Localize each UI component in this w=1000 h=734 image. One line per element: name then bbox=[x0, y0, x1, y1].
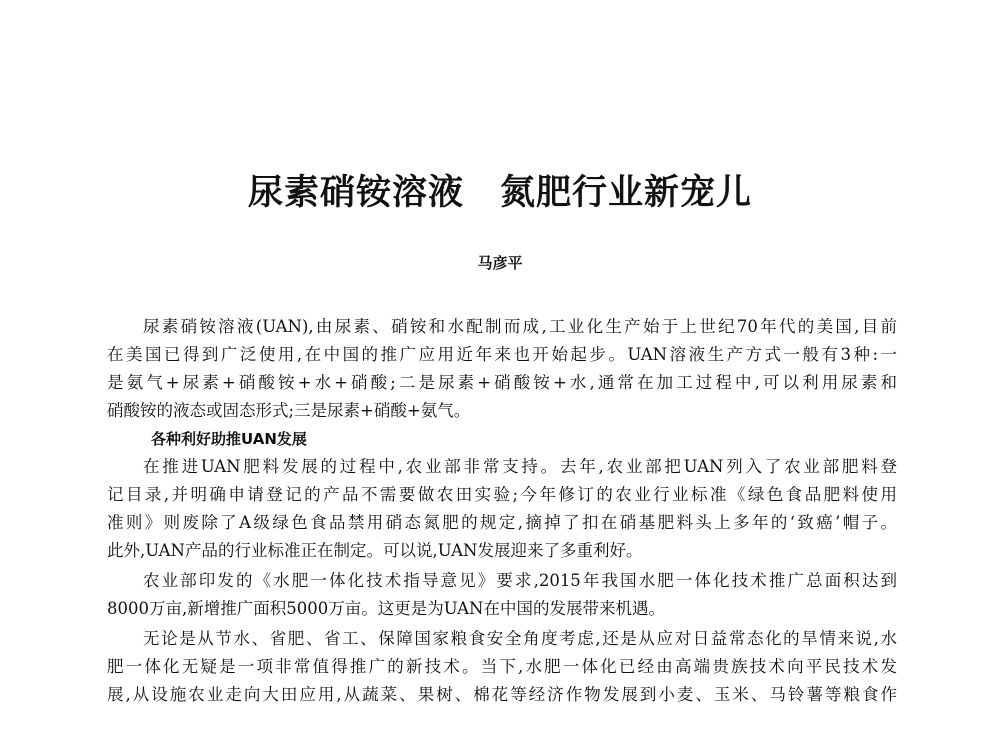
text-line: 在美国已得到广泛使用,在中国的推广应用近年来也开始起步。UAN溶液生产方式一般有3种:一 bbox=[107, 345, 897, 364]
text-line: 无论是从节水、省肥、省工、保障国家粮食安全角度考虑,还是从应对日益常态化的旱情来说,水 bbox=[143, 629, 897, 648]
text-line: 农业部印发的《水肥一体化技术指导意见》要求,2015年我国水肥一体化技术推广总面积达到 bbox=[143, 571, 897, 590]
author: 马彦平 bbox=[477, 254, 523, 272]
text-line: 准则》则废除了A级绿色食品禁用硝态氮肥的规定,摘掉了扣在硝基肥料头上多年的‘致癌’帽子。 bbox=[107, 513, 897, 532]
paragraph bbox=[107, 453, 897, 565]
text-line: 8000万亩,新增推广面积5000万亩。这更是为UAN在中国的发展带来机遇。 bbox=[107, 599, 665, 618]
title-part-1: 尿素硝铵溶液 bbox=[247, 172, 464, 213]
title-part-2: 氮肥行业新宠儿 bbox=[500, 172, 753, 213]
text-line: 在推进UAN肥料发展的过程中,农业部非常支持。去年,农业部把UAN列入了农业部肥料登 bbox=[143, 457, 897, 476]
paragraph bbox=[107, 567, 897, 623]
text-line: 肥一体化无疑是一项非常值得推广的新技术。当下,水肥一体化已经由高端贵族技术向平民技术发 bbox=[107, 657, 897, 676]
text-line: 硝酸铵的液态或固态形式;三是尿素+硝酸+氨气。 bbox=[107, 401, 471, 420]
paragraph bbox=[107, 313, 897, 425]
text-line: 此外,UAN产品的行业标准正在制定。可以说,UAN发展迎来了多重利好。 bbox=[107, 541, 643, 560]
article-title bbox=[0, 165, 1000, 215]
paragraph bbox=[107, 625, 897, 709]
article-body bbox=[107, 313, 897, 709]
section-heading: 各种利好助推UAN发展 bbox=[151, 430, 307, 448]
text-line: 展,从设施农业走向大田应用,从蔬菜、果树、棉花等经济作物发展到小麦、玉米、马铃薯等粮食作 bbox=[107, 685, 897, 704]
text-line: 是氨气+尿素+硝酸铵+水+硝酸;二是尿素+硝酸铵+水,通常在加工过程中,可以利用尿素和 bbox=[107, 373, 897, 392]
text-line: 记目录,并明确申请登记的产品不需要做农田实验;今年修订的农业行业标准《绿色食品肥料使用 bbox=[107, 485, 897, 504]
text-line: 尿素硝铵溶液(UAN),由尿素、硝铵和水配制而成,工业化生产始于上世纪70年代的美国,目前 bbox=[143, 317, 897, 336]
